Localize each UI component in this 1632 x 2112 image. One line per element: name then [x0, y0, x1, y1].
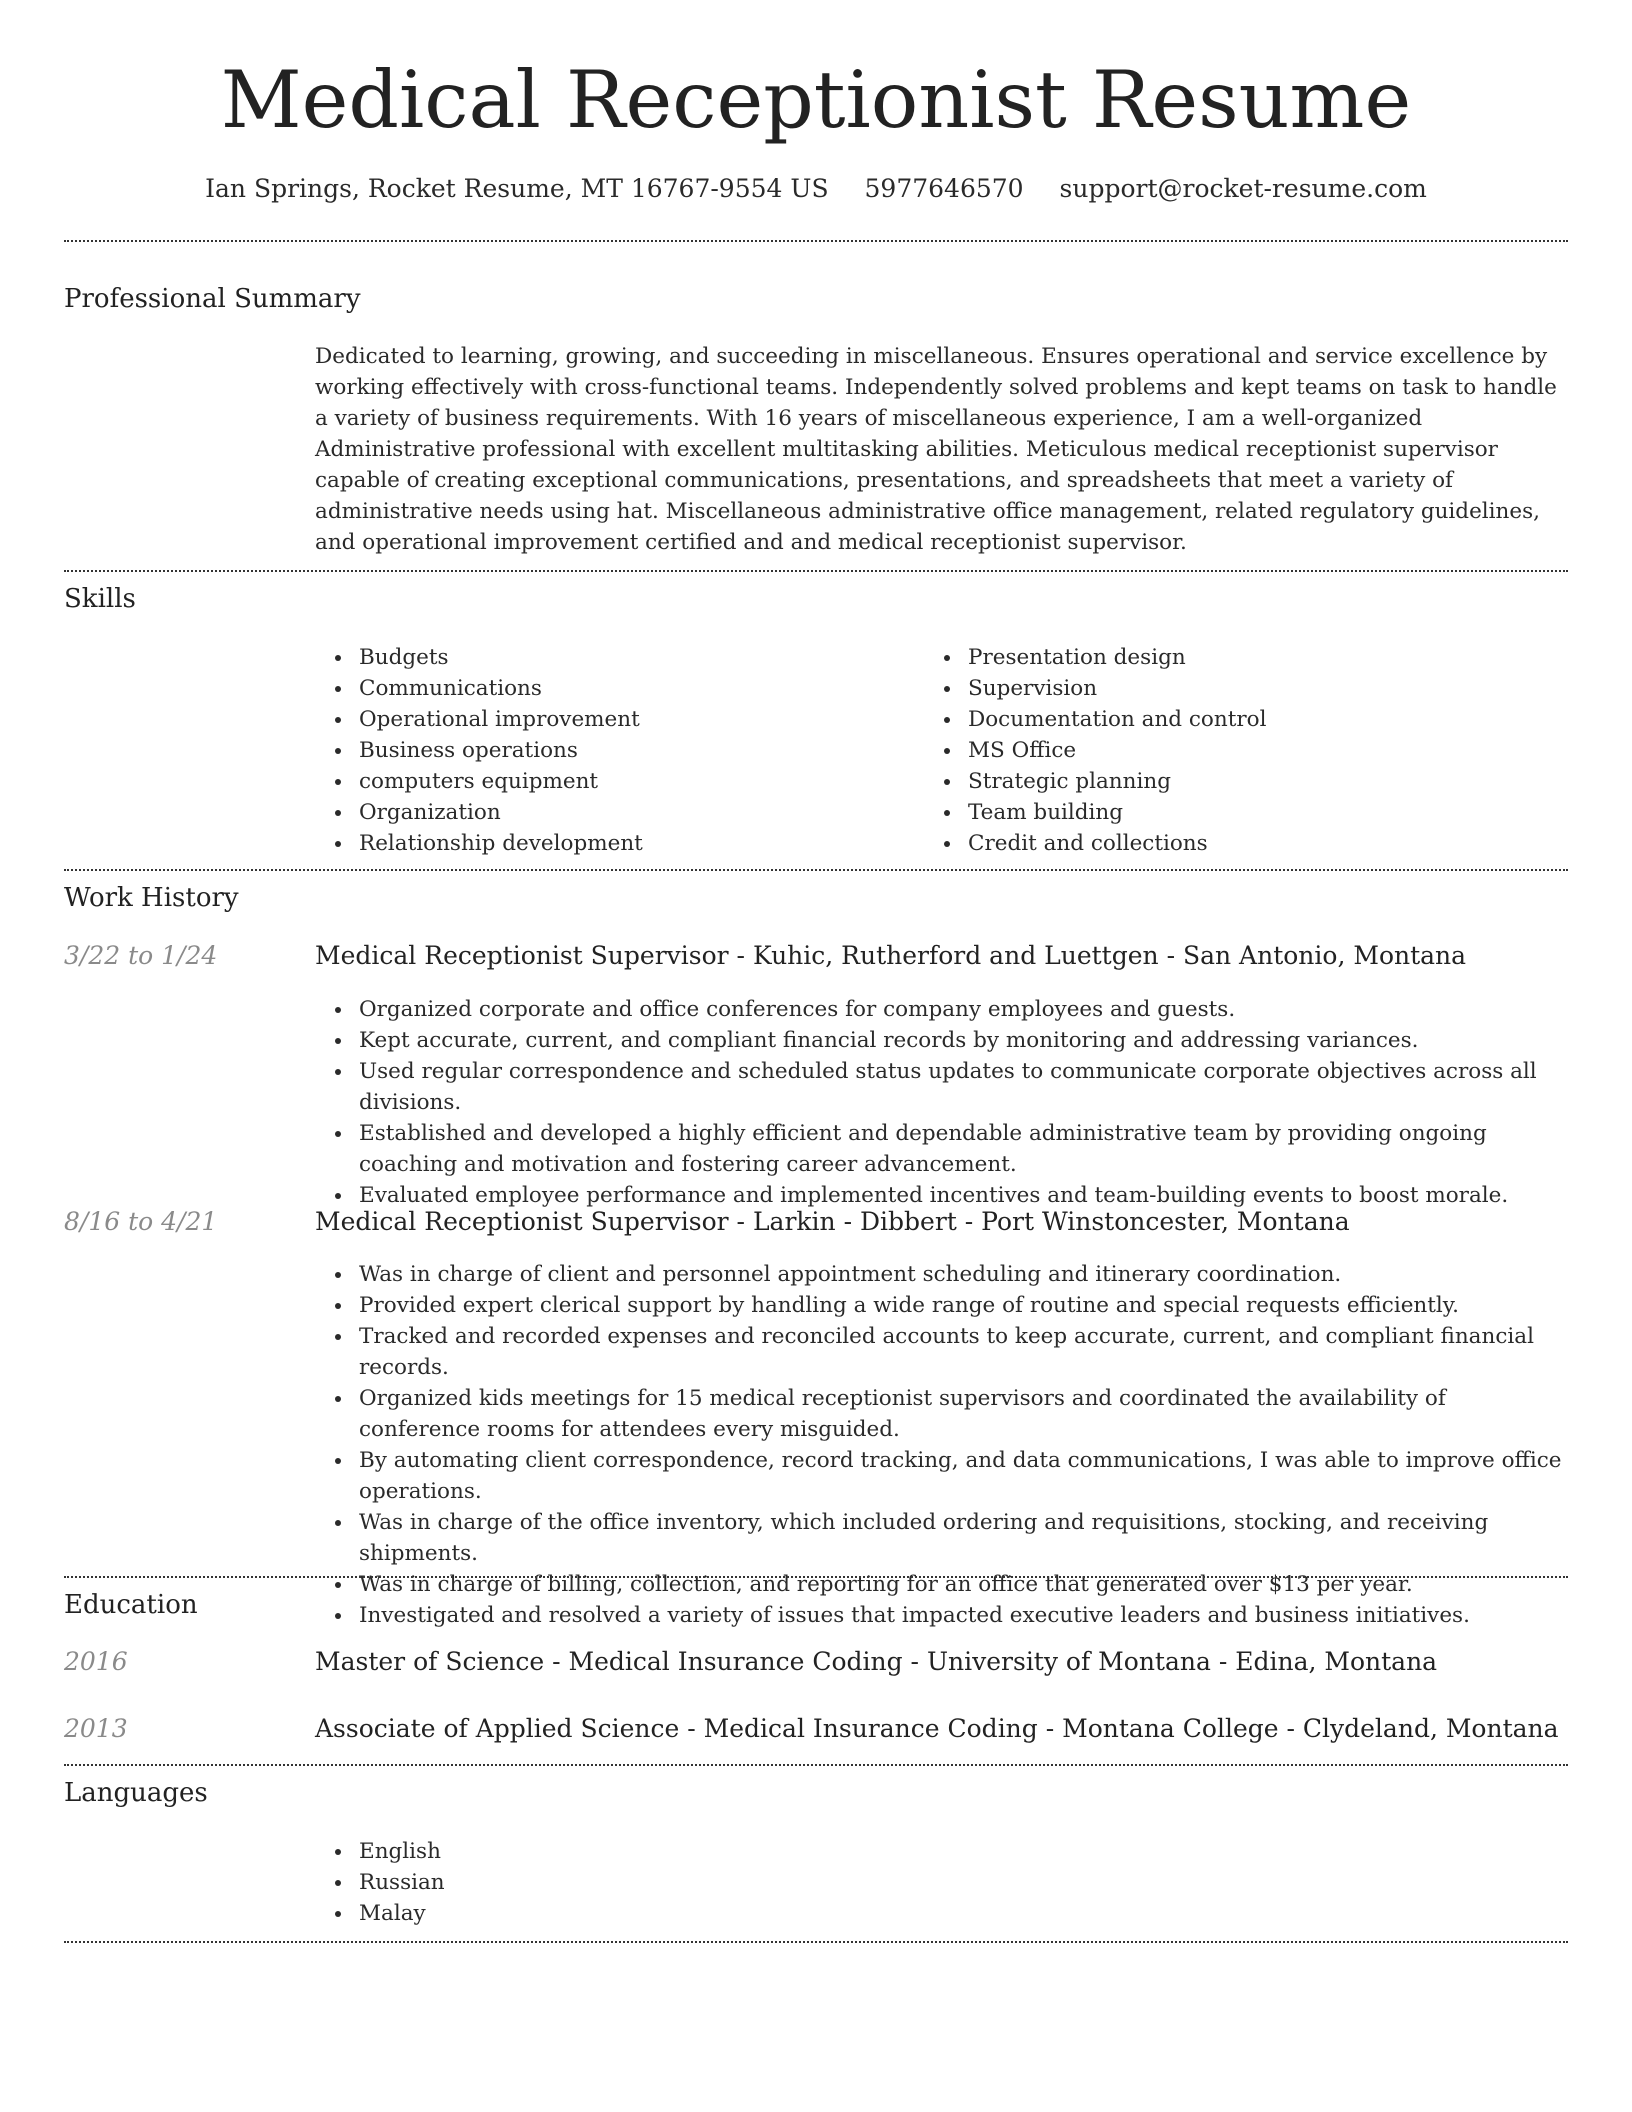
job-bullet: Organized kids meetings for 15 medical receptionist supervisors and coordinated the availability of conference rooms for attendees every misguided.	[315, 1383, 1568, 1445]
skill-item: Communications	[315, 673, 915, 704]
skill-item: Credit and collections	[924, 828, 1524, 859]
divider	[64, 240, 1568, 242]
divider	[64, 570, 1568, 572]
job-bullet: Was in charge of the office inventory, which included ordering and requisitions, stocking, and receiving shipments.	[315, 1507, 1568, 1569]
job-bullet: Established and developed a highly efficient and dependable administrative team by providing ongoing coaching and motivation and fostering career advancement.	[315, 1118, 1568, 1180]
skill-item: Supervision	[924, 673, 1524, 704]
education-heading: Education	[64, 1590, 198, 1620]
skill-item: Budgets	[315, 642, 915, 673]
job-bullet: Tracked and recorded expenses and reconciled accounts to keep accurate, current, and compliant financial records.	[315, 1321, 1568, 1383]
divider	[64, 869, 1568, 871]
divider	[64, 1941, 1568, 1943]
skill-item: Strategic planning	[924, 766, 1524, 797]
skill-item: Documentation and control	[924, 704, 1524, 735]
education-year: 2016	[64, 1647, 128, 1676]
job-dates: 8/16 to 4/21	[64, 1207, 218, 1236]
language-item: Malay	[315, 1898, 1568, 1929]
education-title: Master of Science - Medical Insurance Coding - University of Montana - Edina, Montana	[315, 1647, 1438, 1676]
contact-address: Ian Springs, Rocket Resume, MT 16767-9554 US	[205, 174, 829, 203]
job-bullet: Was in charge of billing, collection, and reporting for an office that generated over $13 per year.	[315, 1569, 1568, 1600]
languages-list	[315, 1836, 1568, 1929]
summary-text: Dedicated to learning, growing, and succeeding in miscellaneous. Ensures operational and service excellence by working effectively with cross-functional teams. Independently solved problems and kept teams on task to handle a variety of business requirements. With 16 years of miscellaneous experience, I am a well-organized Administrative professional with excellent multitasking abilities. Meticulous medical receptionist supervisor capable of creating exceptional communications, presentations, and spreadsheets that meet a variety of administrative needs using hat. Miscellaneous administrative office management, related regulatory guidelines, and operational improvement certified and and medical receptionist supervisor.	[315, 344, 1557, 555]
job-bullet: Was in charge of client and personnel appointment scheduling and itinerary coordination.	[315, 1259, 1568, 1290]
summary-heading: Professional Summary	[64, 284, 361, 314]
education-title: Associate of Applied Science - Medical Insurance Coding - Montana College - Clydeland, Montana	[315, 1714, 1559, 1743]
job-bullet: By automating client correspondence, record tracking, and data communications, I was able to improve office operations.	[315, 1445, 1568, 1507]
skill-item: Team building	[924, 797, 1524, 828]
job-bullet: Provided expert clerical support by handling a wide range of routine and special requests efficiently.	[315, 1290, 1568, 1321]
divider	[64, 1576, 1568, 1578]
skill-item: Operational improvement	[315, 704, 915, 735]
skill-item: Relationship development	[315, 828, 915, 859]
work-heading: Work History	[64, 883, 239, 913]
job-bullet: Used regular correspondence and scheduled status updates to communicate corporate objectives across all divisions.	[315, 1056, 1568, 1118]
job-title: Medical Receptionist Supervisor - Larkin - Dibbert - Port Winstoncester, Montana	[315, 1207, 1350, 1236]
skill-item: computers equipment	[315, 766, 915, 797]
job-bullet: Kept accurate, current, and compliant financial records by monitoring and addressing variances.	[315, 1025, 1568, 1056]
job-bullet: Evaluated employee performance and implemented incentives and team-building events to boost morale.	[315, 1180, 1568, 1211]
skills-list-left	[315, 642, 915, 859]
skills-list-right	[924, 642, 1524, 859]
skill-item: Business operations	[315, 735, 915, 766]
divider	[64, 1764, 1568, 1766]
contact-line	[64, 172, 1568, 206]
skills-heading: Skills	[64, 584, 136, 614]
skill-item: Organization	[315, 797, 915, 828]
job-dates: 3/22 to 1/24	[64, 941, 218, 970]
job-title: Medical Receptionist Supervisor - Kuhic, Rutherford and Luettgen - San Antonio, Montana	[315, 941, 1467, 970]
job-bullet: Investigated and resolved a variety of issues that impacted executive leaders and business initiatives.	[315, 1600, 1568, 1631]
education-year: 2013	[64, 1714, 128, 1743]
contact-email: support@rocket-resume.com	[1059, 174, 1427, 203]
contact-phone: 5977646570	[864, 174, 1024, 203]
job-bullet: Organized corporate and office conferences for company employees and guests.	[315, 994, 1568, 1025]
language-item: English	[315, 1836, 1568, 1867]
job-bullets	[315, 994, 1568, 1211]
skill-item: MS Office	[924, 735, 1524, 766]
skill-item: Presentation design	[924, 642, 1524, 673]
language-item: Russian	[315, 1867, 1568, 1898]
languages-heading: Languages	[64, 1778, 208, 1808]
resume-title: Medical Receptionist Resume	[220, 54, 1412, 146]
